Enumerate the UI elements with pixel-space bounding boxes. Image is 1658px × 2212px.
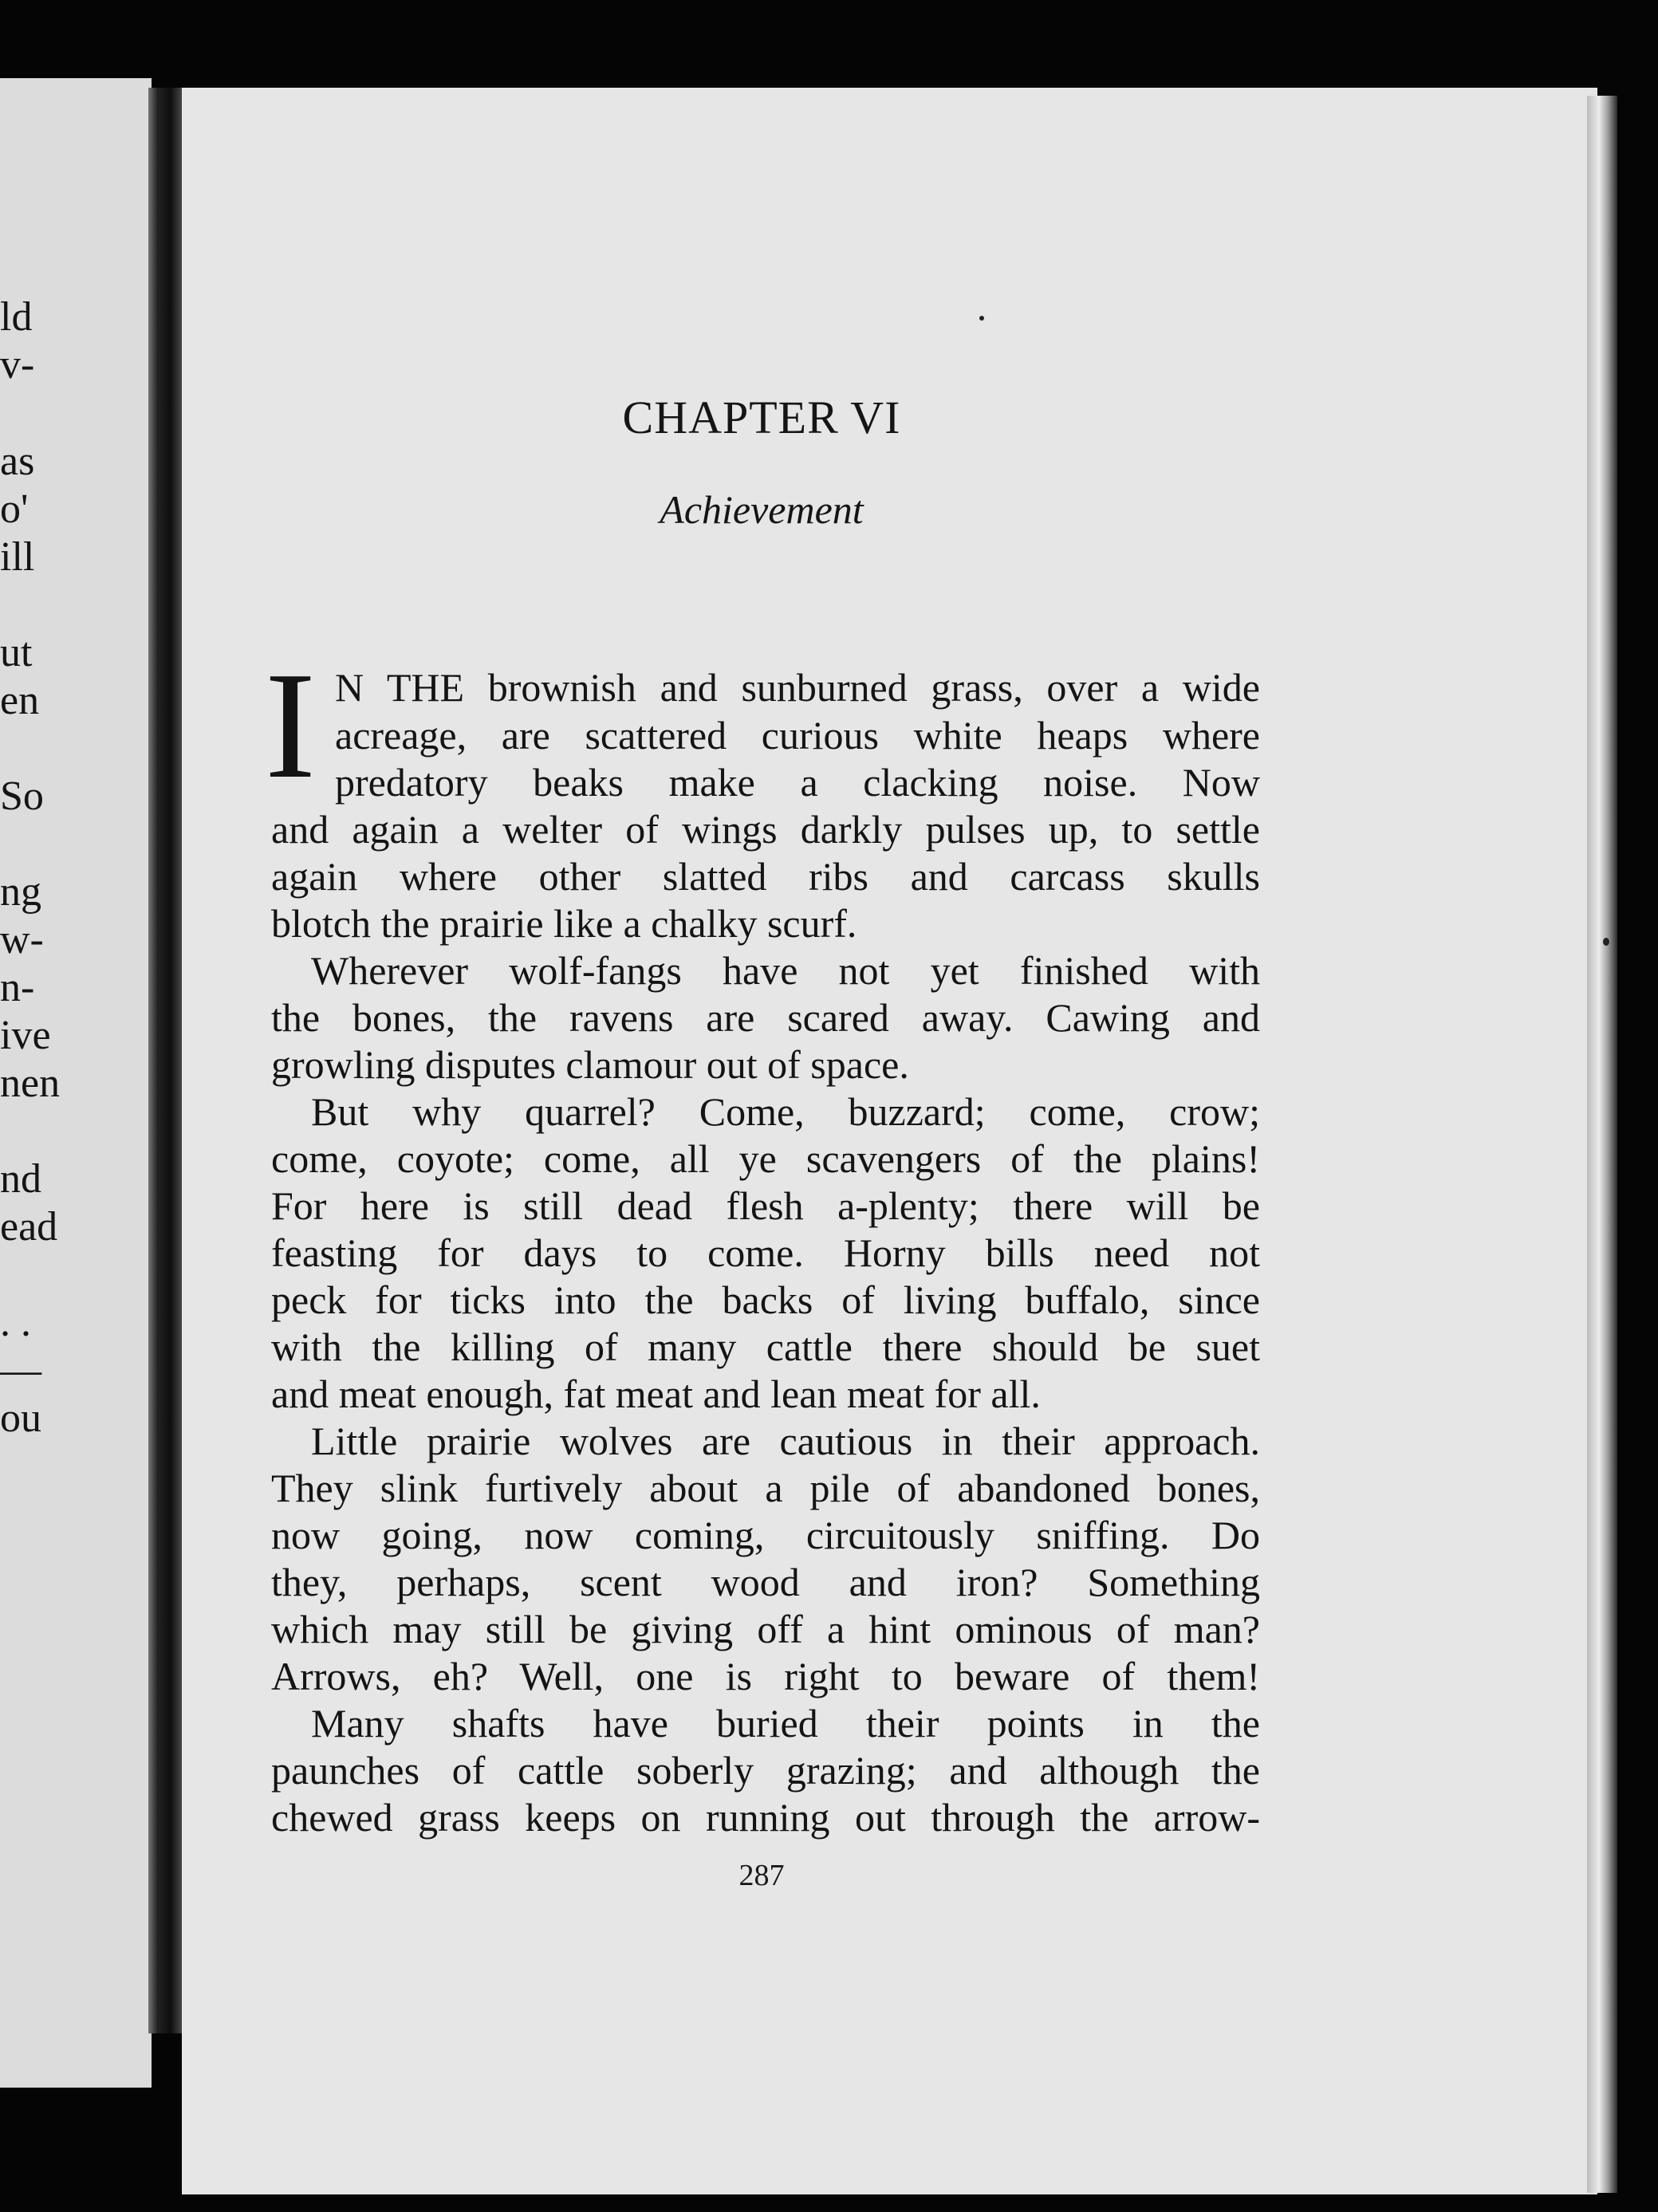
body-line: and meat enough, fat meat and lean meat for all. — [271, 1372, 1041, 1416]
facing-page-fragment: ive — [0, 1013, 51, 1058]
body-line: But why quarrel? Come, buzzard; come, crow; — [311, 1089, 1260, 1134]
body-line: N THE brownish and sunburned grass, over a wide — [335, 665, 1260, 710]
body-line: Many shafts have buried their points in the — [311, 1701, 1260, 1746]
facing-page-fragment: . . — [0, 1300, 31, 1345]
chapter-title: CHAPTER VI — [622, 392, 901, 443]
facing-page-fragment: ng — [0, 869, 41, 915]
book-gutter — [148, 88, 185, 2033]
facing-page-fragment: v- — [0, 342, 35, 388]
body-line: the bones, the ravens are scared away. Cawing and — [271, 995, 1260, 1040]
dust-speck — [1603, 938, 1609, 946]
facing-page-fragment: ou — [0, 1395, 41, 1441]
facing-page-fragment: as — [0, 439, 35, 484]
body-line: They slink furtively about a pile of abandoned bones, — [271, 1466, 1260, 1510]
body-line: Arrows, eh? Well, one is right to beware of them! — [271, 1654, 1260, 1698]
facing-page-fragment: en — [0, 678, 40, 723]
facing-page-fragment: o' — [0, 486, 29, 532]
body-line: feasting for days to come. Horny bills need not — [271, 1230, 1260, 1275]
facing-page-fragment: nen — [0, 1061, 61, 1106]
body-line: and again a welter of wings darkly pulses up, to settle — [271, 807, 1260, 852]
dust-speck — [979, 316, 984, 321]
body-line: blotch the prairie like a chalky scurf. — [271, 901, 857, 946]
facing-page-fragment: ead — [0, 1204, 58, 1250]
body-line: growling disputes clamour out of space. — [271, 1042, 909, 1087]
facing-page-fragment: nd — [0, 1156, 41, 1202]
facing-page-fragment: ut — [0, 630, 33, 675]
page-edge — [1587, 96, 1617, 2193]
body-line: paunches of cattle soberly grazing; and although the — [271, 1748, 1260, 1793]
body-line: For here is still dead flesh a-plenty; there will be — [271, 1183, 1260, 1228]
body-line: acreage, are scattered curious white heaps where — [335, 713, 1260, 758]
body-line: Wherever wolf-fangs have not yet finished with — [311, 948, 1260, 993]
facing-page-fragment: n- — [0, 965, 35, 1010]
body-line: Little prairie wolves are cautious in their approach. — [311, 1419, 1260, 1463]
body-line: peck for ticks into the backs of living buffalo, since — [271, 1277, 1260, 1322]
body-line: with the killing of many cattle there should be suet — [271, 1324, 1260, 1369]
facing-page-fragment: ld — [0, 294, 33, 340]
body-line: they, perhaps, scent wood and iron? Something — [271, 1560, 1260, 1604]
body-line: chewed grass keeps on running out through the arrow- — [271, 1795, 1260, 1840]
body-line: predatory beaks make a clacking noise. Now — [335, 760, 1260, 805]
body-line: which may still be giving off a hint ominous of man? — [271, 1607, 1260, 1651]
body-line: come, coyote; come, all ye scavengers of the plains! — [271, 1136, 1260, 1181]
facing-page-fragment: — — [0, 1348, 41, 1393]
chapter-subtitle: Achievement — [660, 487, 864, 532]
body-line: now going, now coming, circuitously sniffing. Do — [271, 1513, 1260, 1557]
body-line: again where other slatted ribs and carcass skulls — [271, 854, 1260, 899]
facing-page — [0, 78, 152, 2088]
facing-page-fragment: So — [0, 773, 44, 819]
facing-page-fragment: ill — [0, 534, 35, 580]
page-number: 287 — [738, 1859, 785, 1892]
drop-cap: I — [265, 640, 316, 810]
facing-page-fragment: w- — [0, 917, 44, 962]
